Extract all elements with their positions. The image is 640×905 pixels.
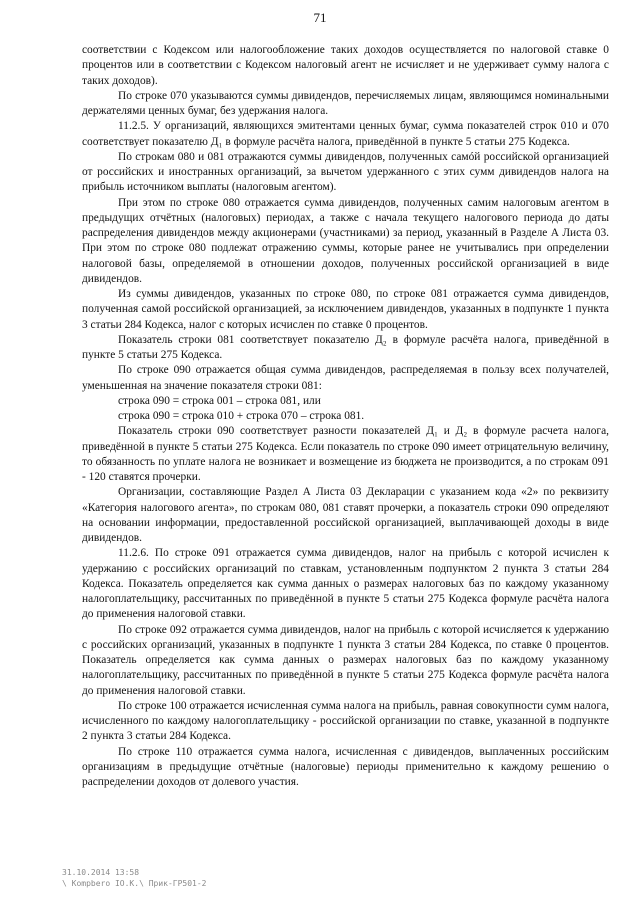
footer-file-path: \ Kompbero IO.K.\ Прик-ГР501-2: [62, 879, 207, 888]
page-body: [82, 43, 609, 790]
paragraph: По строке 110 отражается сумма налога, исчисленная с дивидендов, выплаченных российским организациям в предыдущие отчётные (налоговые) периоды применительно к каждому решению о распределении доходов от долевого участия.: [82, 745, 609, 788]
paragraph: соответствии с Кодексом или налогообложение таких доходов осуществляется по налоговой ставке 0 процентов или в соответствии с Кодексом налоговый агент не исчисляет и не удерживает сумму налога с таких доходов).: [82, 44, 609, 87]
paragraph: По строке 100 отражается исчисленная сумма налога на прибыль, равная совокупности сумм налога, исчисленного по каждому налогоплательщику - российской организации по ставке, указанной в подпункте 2 пункта 3 статьи 284 Кодекса.: [82, 699, 610, 743]
paragraph: По строке 092 отражается сумма дивидендов, налог на прибыль с которой исчисляется к удержанию с российских организаций, указанных в подпункте 1 пункта 3 статьи 284 Кодекса, по ставке 0 процентов. Показатель определяется как сумма данных о размерах налоговых баз по каждому указанному налогоплательщику, рассчитанных по приведённой в пункте 5 статьи 275 Кодекса формуле расчёта налога до применения налоговой ставки.: [82, 623, 609, 697]
paragraph: 11.2.6. По строке 091 отражается сумма дивидендов, налог на прибыль с которой исчислен к удержанию с российских организаций по ставкам, установленным подпунктом 2 пункта 3 статьи 284 Кодекса. Показатель определяется как сумма данных о размерах налоговых баз по каждому указанному налогоплательщику, рассчитанных по приведённой в пункте 5 статьи 275 Кодекса формуле расчёта налога до применения налоговой ставки.: [82, 547, 609, 621]
paragraph: 11.2.5. У организаций, являющихся эмитентами ценных бумаг, сумма показателей строк 010 и 070 соответствует показателю Д₁ в формуле расчёта налога, приведённой в пункте 5 статьи 275 Кодекса.: [82, 120, 609, 148]
file-stamp-footer: [62, 867, 207, 889]
paragraph: Из суммы дивидендов, указанных по строке 080, по строке 081 отражается сумма дивидендов, полученная самой российской организацией, за исключением дивидендов, указанных в подпункте 1 пункта 3 статьи 284 Кодекса, налог с которых исчислен по ставке 0 процентов.: [82, 288, 609, 331]
footer-timestamp: 31.10.2014 13:58: [62, 868, 140, 877]
paragraph: По строкам 080 и 081 отражаются суммы дивидендов, полученных самóй российской организацией от российских и иностранных организаций, за вычетом удержанного с этих сумм дивидендов налога на прибыль источником выплаты (налоговым агентом).: [82, 150, 609, 194]
formula-line: строка 090 = строка 001 – строка 081, или: [118, 394, 321, 407]
paragraph: Показатель строки 090 соответствует разности показателей Д₁ и Д₂ в формуле расчета налога, приведённой в пункте 5 статьи 275 Кодекса. Если показатель по строке 090 имеет отрицательную величину, то обязанность по уплате налога не возникает и возмещение из бюджета не производится, а по строкам 091 - 120 ставятся прочерки.: [82, 425, 609, 483]
paragraph: Организации, составляющие Раздел А Листа 03 Декларации с указанием кода «2» по реквизиту «Категория налогового агента», по строкам 080, 081 ставят прочерки, а показатель строки 090 определяют на основании информации, предоставленной российской организацией, выплачивающей доходы в виде дивидендов.: [82, 486, 609, 544]
paragraph: Показатель строки 081 соответствует показателю Д₂ в формуле расчёта налога, приведённой в пункте 5 статьи 275 Кодекса.: [82, 333, 609, 361]
paragraph: При этом по строке 080 отражается сумма дивидендов, полученных самим налоговым агентом в предыдущих отчётных (налоговых) периодах, а также с начала текущего налогового периода до даты распределения дивидендов между акционерами (участниками) за период, указанный в Разделе А Листа 03. При этом по строке 080 подлежат отражению суммы, которые ранее не учитывались при определении налоговой базы, определяемой в отношении доходов, полученных российской организацией в виде дивидендов.: [82, 196, 609, 285]
paragraph: По строке 070 указываются суммы дивидендов, перечисляемых лицам, являющимся номинальными держателями ценных бумаг, без удержания налога.: [82, 89, 609, 117]
page-number: 71: [313, 10, 327, 25]
paragraph: По строке 090 отражается общая сумма дивидендов, распределяемая в пользу всех получателей, уменьшенная на значение показателя строки 081:: [82, 364, 609, 392]
formula-line: строка 090 = строка 010 + строка 070 – строка 081.: [118, 410, 365, 422]
